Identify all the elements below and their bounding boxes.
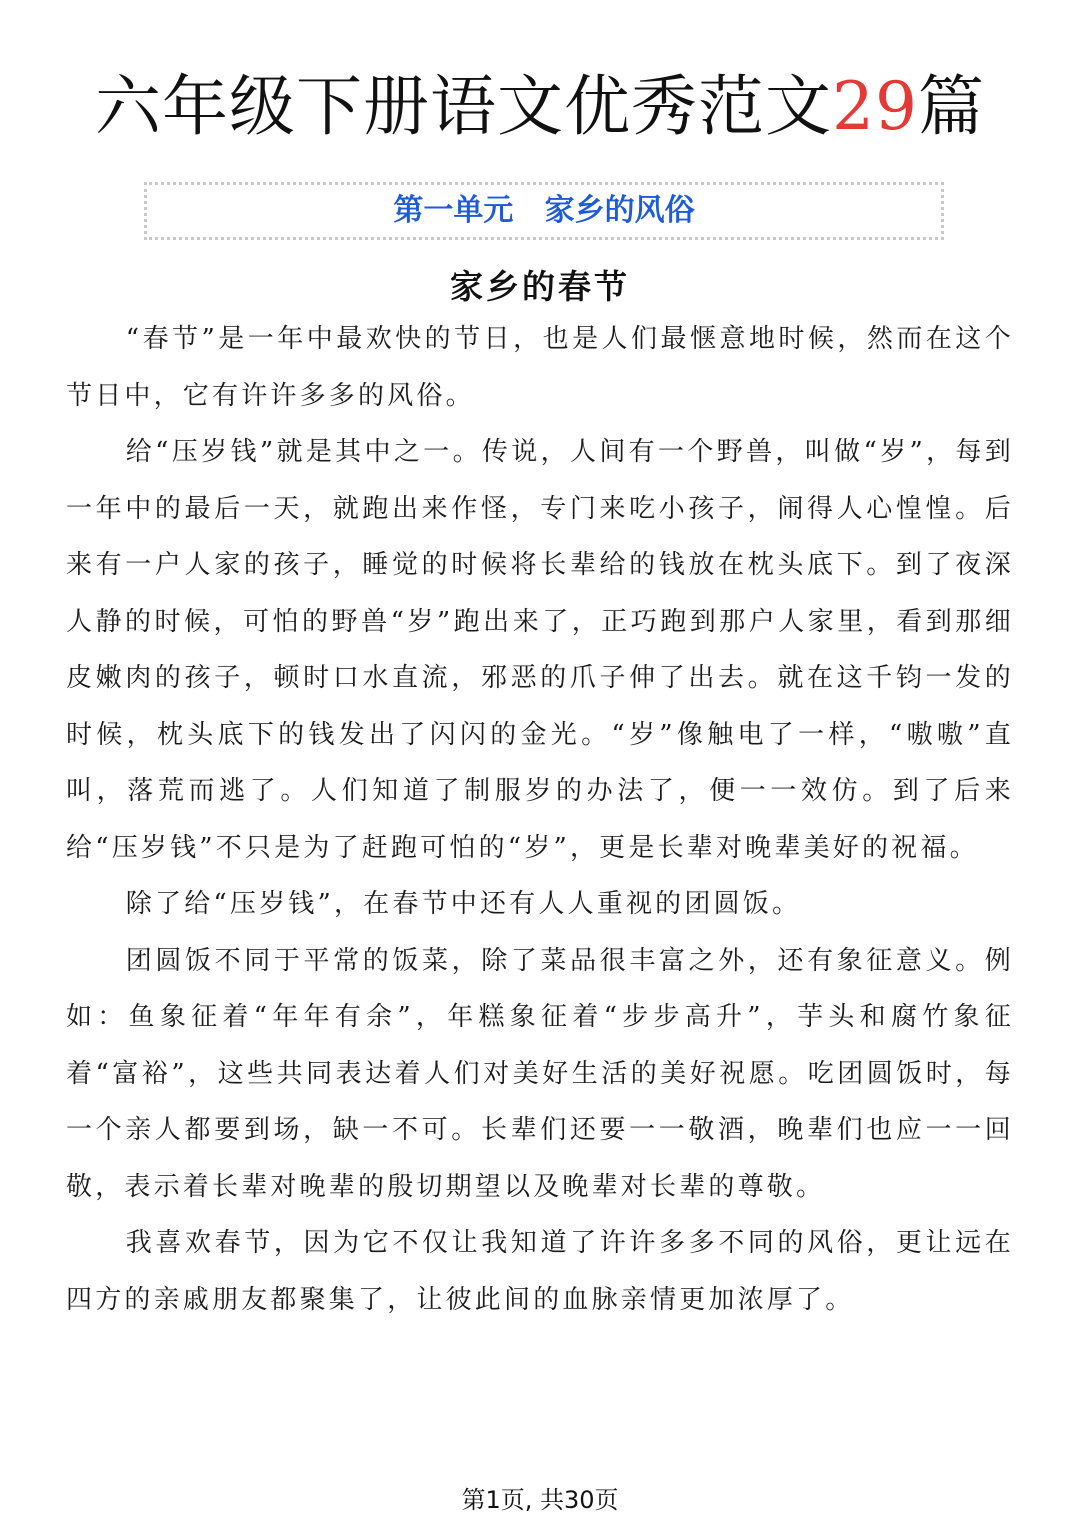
title-prefix: 六年级下册语文优秀范文: [95, 68, 832, 145]
title-number: 29: [832, 68, 918, 145]
title-suffix: 篇: [917, 68, 985, 145]
page-number: 第1页, 共30页: [461, 1486, 619, 1514]
paragraph: 我喜欢春节，因为它不仅让我知道了许许多多不同的风俗，更让远在四方的亲戚朋友都聚集了，让彼此间的血脉亲情更加浓厚了。: [66, 1228, 1014, 1315]
document-title: [0, 62, 1080, 152]
paragraph: “春节”是一年中最欢快的节日，也是人们最惬意地时候，然而在这个节日中，它有许许多多的风俗。: [66, 324, 1014, 411]
paragraph: 除了给“压岁钱”，在春节中还有人人重视的团圆饭。: [125, 889, 802, 919]
unit-heading: 第一单元 家乡的风俗: [393, 193, 695, 228]
paragraph: 团圆饭不同于平常的饭菜，除了菜品很丰富之外，还有象征意义。例如：鱼象征着“年年有余”，年糕象征着“步步高升”，芋头和腐竹象征着“富裕”，这些共同表达着人们对美好生活的美好祝愿。吃团圆饭时，每一个亲人都要到场，缺一不可。长辈们还要一一敬酒，晚辈们也应一一回敬，表示着长辈对晚辈的殷切期望以及晚辈对长辈的尊敬。: [66, 945, 1014, 1202]
essay-title: 家乡的春节: [450, 267, 630, 306]
essay-body: [66, 311, 1014, 1328]
paragraph: 给“压岁钱”就是其中之一。传说，人间有一个野兽，叫做“岁”，每到一年中的最后一天，就跑出来作怪，专门来吃小孩子，闹得人心惶惶。后来有一户人家的孩子，睡觉的时候将长辈给的钱放在枕头底下。到了夜深人静的时候，可怕的野兽“岁”跑出来了，正巧跑到那户人家里，看到那细皮嫩肉的孩子，顿时口水直流，邪恶的爪子伸了出去。就在这千钧一发的时候，枕头底下的钱发出了闪闪的金光。“岁”像触电了一样，“嗷嗷”直叫，落荒而逃了。人们知道了制服岁的办法了，便一一效仿。到了后来给“压岁钱”不只是为了赶跑可怕的“岁”，更是长辈对晚辈美好的祝福。: [66, 437, 1014, 863]
unit-heading-box: [144, 182, 944, 240]
